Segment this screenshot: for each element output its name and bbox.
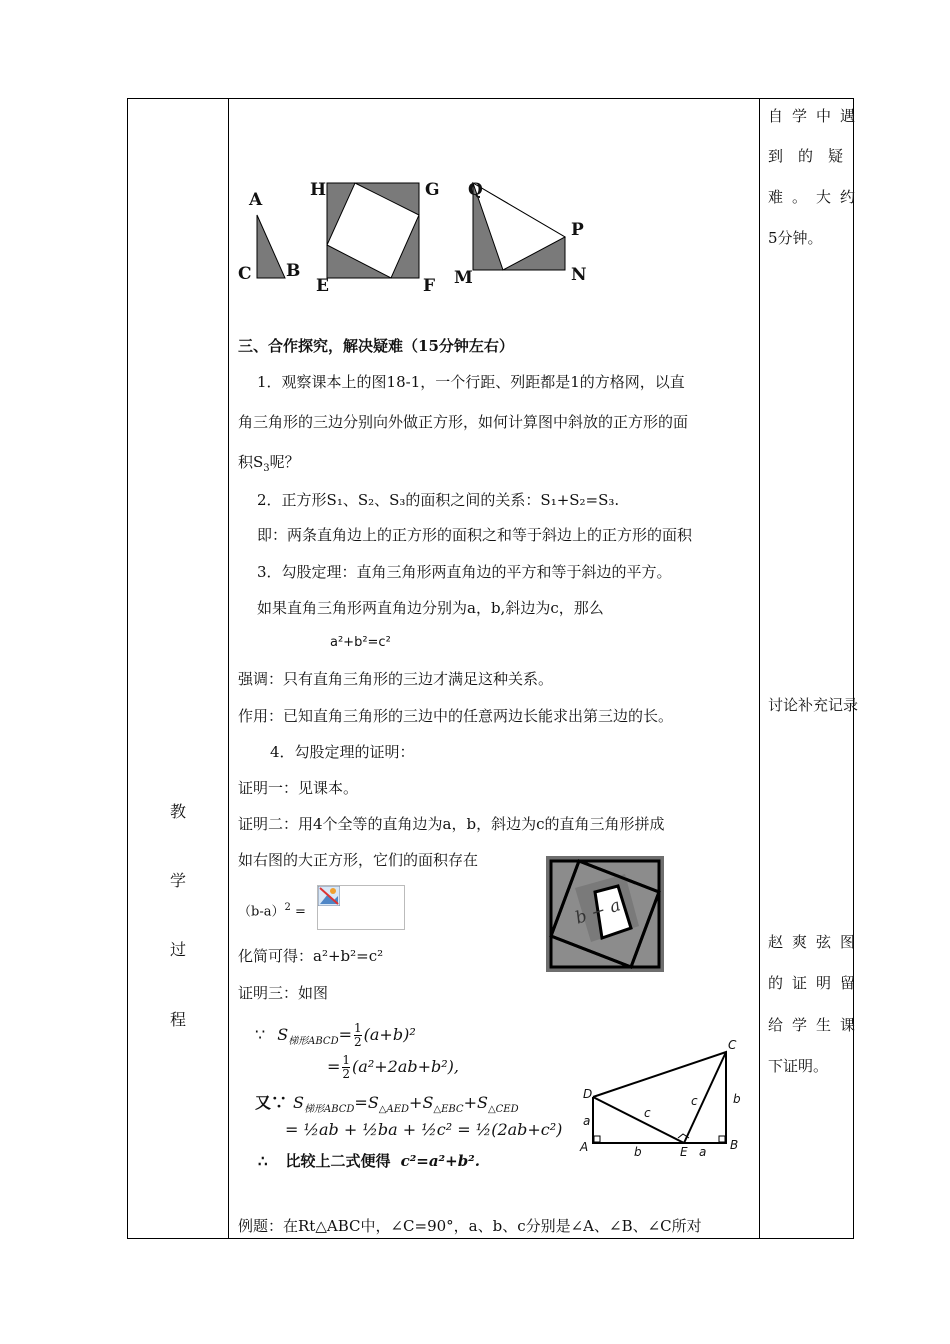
proof3-l3-b: S <box>293 1093 304 1112</box>
proof3-l5-a: ∴ <box>258 1152 268 1170</box>
section3-heading: 三、合作探究，解决疑难（15分钟左右） <box>238 337 514 355</box>
proof-one: 证明一：见课本。 <box>238 779 359 797</box>
label-e: E <box>316 276 329 296</box>
paragraph-1-line-3 <box>238 452 300 479</box>
usage-text: 作用：已知直角三角形的三边中的任意两边长能求出第三边的长。 <box>238 707 674 725</box>
left-label-char-4: 程 <box>170 1010 187 1029</box>
fig3-label-d: D <box>583 1087 593 1101</box>
label-c: C <box>238 264 252 284</box>
label-m: M <box>454 268 473 288</box>
proof-two-expression <box>238 898 306 922</box>
left-label-char-1: 教 <box>170 802 187 821</box>
proof3-line-3 <box>255 1090 519 1115</box>
proof3-l1-frac <box>354 1022 362 1049</box>
paragraph-4: 3．勾股定理：直角三角形两直角边的平方和等于斜边的平方。 <box>257 563 672 581</box>
fig3-label-side-a1: a <box>583 1114 591 1128</box>
triangle-abc <box>257 215 285 278</box>
paragraph-1-line-3-sub: 3 <box>263 463 270 474</box>
proof3-l3-sub4: △CED <box>487 1104 519 1116</box>
right-note-3-line-3: 给学生课 <box>768 1016 865 1034</box>
fig3-label-side-b2: b <box>733 1092 741 1106</box>
proof3-l2-b: (a²+2ab+b²), <box>352 1057 459 1076</box>
fig3-label-side-a2: a <box>699 1145 707 1159</box>
trapezoid-proof-figure <box>575 1035 750 1160</box>
proof3-l5-c: c²=a²+b². <box>400 1152 480 1170</box>
label-b: B <box>286 261 301 281</box>
right-note-1-line-1: 自学中遇 <box>768 107 865 125</box>
fig3-label-a: A <box>580 1140 589 1154</box>
paragraph-3: 即：两条直角边上的正方形的面积之和等于斜边上的正方形的面积 <box>257 526 693 544</box>
label-f: F <box>423 276 436 296</box>
proof3-l1-frac-d: 2 <box>354 1035 362 1049</box>
label-p: P <box>571 220 584 240</box>
proof-two-line-2: 如右图的大正方形，它们的面积存在 <box>238 851 479 869</box>
label-a: A <box>249 190 263 210</box>
proof3-l3-sub: 梯形ABCD <box>303 1104 355 1116</box>
table-divider-2 <box>759 98 760 1239</box>
right-note-1-line-2: 到的疑 <box>768 147 859 165</box>
proof3-l3-d: +S <box>409 1093 434 1112</box>
paragraph-1-line-3-b: 呢？ <box>269 453 300 471</box>
paragraph-5: 如果直角三角形两直角边分别为a，b,斜边为c，那么 <box>257 599 604 617</box>
emphasis-text: 强调：只有直角三角形的三边才满足这种关系。 <box>238 670 554 688</box>
table-left-border <box>127 98 128 1239</box>
label-n: N <box>571 265 587 285</box>
paragraph-6: 4．勾股定理的证明： <box>270 743 415 761</box>
proof3-l1-a: ∵ <box>255 1025 266 1044</box>
proof3-l3-c: =S <box>354 1093 379 1112</box>
paragraph-1-line-2: 角三角形的三边分别向外做正方形，如何计算图中斜放的正方形的面 <box>238 413 689 431</box>
proof3-l1-b: S <box>277 1025 289 1044</box>
proof3-l2-frac <box>342 1054 350 1081</box>
inner-square-label: b − a <box>573 895 624 929</box>
proof3-l3-sub3: △EBC <box>433 1104 464 1116</box>
fig3-label-side-c2: c <box>691 1094 698 1108</box>
proof-two-expr-exp: 2 <box>284 902 291 913</box>
example-text: 例题：在Rt△ABC中，∠C=90°，a、b、c分别是∠A、∠B、∠C所对 <box>238 1217 702 1235</box>
proof3-l2-frac-n: 1 <box>342 1053 351 1067</box>
paragraph-1-line-3-a: 积S <box>238 453 264 471</box>
fig3-label-side-c1: c <box>644 1106 651 1120</box>
fig3-label-c: C <box>728 1038 737 1052</box>
table-right-border <box>853 98 854 1239</box>
proof3-l2-frac-d: 2 <box>342 1067 351 1081</box>
proof3-l2-a: = <box>327 1057 341 1076</box>
right-note-2: 讨论补充记录 <box>768 696 859 714</box>
formula-pythagoras: a²+b²=c² <box>330 635 391 650</box>
label-q: Q <box>468 180 483 200</box>
figure-triangle-squares <box>235 175 605 300</box>
right-note-3-line-2: 的证明留 <box>768 974 865 992</box>
right-note-3-line-1: 赵爽弦图 <box>768 933 865 951</box>
proof-two-expr-eq: = <box>294 904 306 920</box>
label-h: H <box>310 180 327 200</box>
left-label-char-3: 过 <box>170 940 187 959</box>
proof3-l3-e: +S <box>463 1093 488 1112</box>
proof3-line-2 <box>327 1054 459 1081</box>
left-label-char-2: 学 <box>170 871 187 890</box>
fig3-label-e: E <box>680 1145 688 1159</box>
embedded-object-icon <box>318 886 340 906</box>
table-bottom-border <box>127 1238 854 1239</box>
proof3-l3-sub2: △AED <box>378 1104 410 1116</box>
proof-three-heading: 证明三：如图 <box>238 984 329 1002</box>
proof3-line-5 <box>258 1150 480 1171</box>
proof3-l1-c: = <box>338 1025 352 1044</box>
proof-two-line-1: 证明二：用4个全等的直角边为a，b，斜边为c的直角三角形拼成 <box>238 815 665 833</box>
table-top-border <box>127 98 854 99</box>
segment-de <box>593 1097 684 1143</box>
paragraph-2: 2．正方形S₁、S₂、S₃的面积之间的关系：S₁+S₂=S₃. <box>257 491 620 509</box>
proof3-l1-frac-n: 1 <box>354 1021 362 1035</box>
proof3-l1-d: (a+b)² <box>363 1025 416 1044</box>
fig3-label-side-b1: b <box>634 1145 642 1159</box>
proof3-l5-b: 比较上二式便得 <box>285 1152 391 1170</box>
fig3-label-b: B <box>730 1138 739 1152</box>
proof3-l3-a: 又∵ <box>255 1093 288 1112</box>
proof3-l1-sub: 梯形ABCD <box>288 1036 339 1048</box>
right-note-1-line-3: 难。大约 <box>768 188 865 206</box>
proof3-line-1 <box>255 1022 416 1049</box>
table-divider-1 <box>228 98 229 1239</box>
label-g: G <box>425 180 440 200</box>
right-note-3-line-4: 下证明。 <box>768 1057 829 1075</box>
simplify-text: 化简可得：a²+b²=c² <box>238 947 384 965</box>
right-note-1-line-4: 5分钟。 <box>768 229 823 247</box>
proof-two-expr-base: （b-a） <box>238 904 285 920</box>
paragraph-1-line-1: 1．观察课本上的图18-1，一个行距、列距都是1的方格网，以直 <box>257 373 685 391</box>
proof3-line-4: = ½ab + ½ba + ½c² = ½(2ab+c²) <box>285 1120 563 1139</box>
